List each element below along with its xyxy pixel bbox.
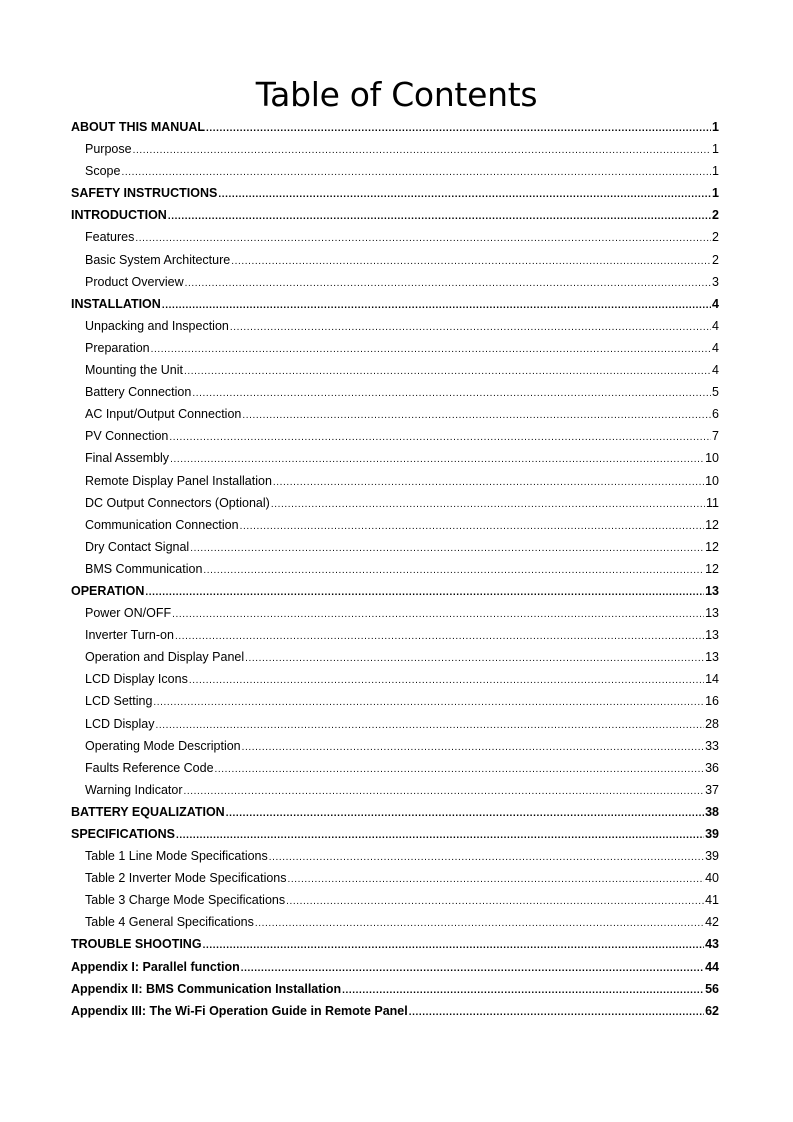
toc-entry-page-number: 2 xyxy=(712,208,719,223)
toc-entry-label: Battery Connection xyxy=(85,385,192,400)
toc-entry-page-number: 38 xyxy=(705,804,719,819)
toc-subsection-entry[interactable] xyxy=(71,668,719,690)
toc-entry-label: BMS Communication xyxy=(85,561,203,576)
toc-section-entry[interactable] xyxy=(71,580,719,602)
toc-section-entry[interactable] xyxy=(71,1000,719,1022)
toc-entry-page-number: 11 xyxy=(706,495,719,510)
dot-leader xyxy=(409,1002,704,1024)
toc-entry-label: LCD Setting xyxy=(85,694,153,709)
toc-subsection-entry[interactable] xyxy=(71,779,719,801)
dot-leader xyxy=(230,317,711,339)
toc-entry-page-number: 36 xyxy=(705,760,719,775)
toc-entry-page-number: 13 xyxy=(705,650,719,665)
toc-entry-label: SAFETY INSTRUCTIONS xyxy=(71,186,218,201)
dot-leader xyxy=(269,847,704,869)
toc-entry-page-number: 14 xyxy=(705,672,719,687)
toc-entry-label: INSTALLATION xyxy=(71,296,161,311)
dot-leader xyxy=(231,251,711,273)
toc-entry-page-number: 56 xyxy=(705,981,719,996)
toc-entry-label: Table 4 General Specifications xyxy=(85,915,254,930)
toc-entry-label: LCD Display xyxy=(85,716,155,731)
toc-section-entry[interactable] xyxy=(71,116,719,138)
dot-leader xyxy=(255,913,704,935)
dot-leader xyxy=(218,184,711,206)
toc-subsection-entry[interactable] xyxy=(71,558,719,580)
dot-leader xyxy=(162,295,711,317)
toc-section-entry[interactable] xyxy=(71,801,719,823)
toc-subsection-entry[interactable] xyxy=(71,624,719,646)
toc-entry-label: Appendix I: Parallel function xyxy=(71,959,240,974)
dot-leader xyxy=(190,538,704,560)
toc-entry-label: Features xyxy=(85,230,135,245)
toc-entry-label: LCD Display Icons xyxy=(85,672,188,687)
toc-subsection-entry[interactable] xyxy=(71,425,719,447)
dot-leader xyxy=(286,891,704,913)
toc-entry-page-number: 37 xyxy=(705,782,719,797)
toc-entry-page-number: 13 xyxy=(705,606,719,621)
toc-entry-label: Remote Display Panel Installation xyxy=(85,473,272,488)
toc-entry-label: Table 3 Charge Mode Specifications xyxy=(85,893,286,908)
toc-entry-page-number: 7 xyxy=(712,429,719,444)
toc-entry-page-number: 28 xyxy=(705,716,719,731)
toc-section-entry[interactable] xyxy=(71,823,719,845)
dot-leader xyxy=(153,692,704,714)
toc-entry-page-number: 16 xyxy=(705,694,719,709)
toc-entry-label: Product Overview xyxy=(85,274,184,289)
dot-leader xyxy=(240,516,705,538)
dot-leader xyxy=(184,781,705,803)
toc-entry-page-number: 5 xyxy=(712,385,719,400)
dot-leader xyxy=(121,162,711,184)
toc-entry-label: Inverter Turn-on xyxy=(85,628,174,643)
toc-subsection-entry[interactable] xyxy=(71,889,719,911)
table-of-contents xyxy=(71,116,719,1022)
toc-subsection-entry[interactable] xyxy=(71,646,719,668)
toc-entry-page-number: 2 xyxy=(712,230,719,245)
toc-entry-page-number: 33 xyxy=(705,738,719,753)
toc-subsection-entry[interactable] xyxy=(71,381,719,403)
dot-leader xyxy=(271,494,705,516)
toc-section-entry[interactable] xyxy=(71,182,719,204)
toc-entry-label: INTRODUCTION xyxy=(71,208,167,223)
dot-leader xyxy=(175,626,704,648)
toc-subsection-entry[interactable] xyxy=(71,249,719,271)
toc-entry-label: Table 1 Line Mode Specifications xyxy=(85,849,268,864)
toc-subsection-entry[interactable] xyxy=(71,514,719,536)
toc-entry-label: Faults Reference Code xyxy=(85,760,214,775)
toc-entry-label: Communication Connection xyxy=(85,517,239,532)
toc-subsection-entry[interactable] xyxy=(71,690,719,712)
toc-section-entry[interactable] xyxy=(71,204,719,226)
dot-leader xyxy=(145,582,704,604)
toc-entry-label: Unpacking and Inspection xyxy=(85,318,229,333)
dot-leader xyxy=(176,825,704,847)
toc-subsection-entry[interactable] xyxy=(71,845,719,867)
toc-entry-page-number: 44 xyxy=(705,959,719,974)
dot-leader xyxy=(206,118,711,140)
toc-subsection-entry[interactable] xyxy=(71,735,719,757)
toc-entry-page-number: 62 xyxy=(705,1003,719,1018)
toc-subsection-entry[interactable] xyxy=(71,713,719,735)
toc-entry-label: Warning Indicator xyxy=(85,782,183,797)
dot-leader xyxy=(184,361,711,383)
toc-entry-page-number: 41 xyxy=(705,893,719,908)
dot-leader xyxy=(155,715,704,737)
toc-section-entry[interactable] xyxy=(71,933,719,955)
toc-subsection-entry[interactable] xyxy=(71,226,719,248)
toc-entry-page-number: 40 xyxy=(705,871,719,886)
toc-entry-label: Basic System Architecture xyxy=(85,252,231,267)
toc-entry-page-number: 1 xyxy=(712,120,719,134)
toc-entry-label: ABOUT THIS MANUAL xyxy=(71,120,206,134)
toc-subsection-entry[interactable] xyxy=(71,337,719,359)
dot-leader xyxy=(342,980,704,1002)
toc-entry-label: Final Assembly xyxy=(85,451,170,466)
toc-entry-label: Appendix II: BMS Communication Installation xyxy=(71,981,342,996)
toc-entry-page-number: 4 xyxy=(712,318,719,333)
dot-leader xyxy=(242,737,704,759)
toc-subsection-entry[interactable] xyxy=(71,757,719,779)
toc-entry-page-number: 1 xyxy=(712,186,719,201)
toc-entry-page-number: 1 xyxy=(712,164,719,179)
dot-leader xyxy=(192,383,711,405)
toc-subsection-entry[interactable] xyxy=(71,138,719,160)
dot-leader xyxy=(172,604,704,626)
toc-subsection-entry[interactable] xyxy=(71,602,719,624)
dot-leader xyxy=(203,935,705,957)
dot-leader xyxy=(215,759,705,781)
toc-entry-page-number: 39 xyxy=(705,849,719,864)
toc-subsection-entry[interactable] xyxy=(71,492,719,514)
toc-entry-page-number: 3 xyxy=(712,274,719,289)
toc-entry-page-number: 43 xyxy=(705,937,719,952)
toc-entry-page-number: 10 xyxy=(705,451,719,466)
toc-entry-page-number: 42 xyxy=(705,915,719,930)
toc-entry-page-number: 6 xyxy=(712,407,719,422)
toc-entry-label: Purpose xyxy=(85,142,132,157)
toc-entry-label: Operation and Display Panel xyxy=(85,650,245,665)
toc-entry-label: BATTERY EQUALIZATION xyxy=(71,804,225,819)
toc-entry-label: Power ON/OFF xyxy=(85,606,172,621)
toc-entry-label: Operating Mode Description xyxy=(85,738,241,753)
dot-leader xyxy=(170,449,704,471)
toc-entry-label: Preparation xyxy=(85,340,150,355)
toc-entry-label: OPERATION xyxy=(71,583,145,598)
toc-entry-page-number: 4 xyxy=(712,340,719,355)
toc-subsection-entry[interactable] xyxy=(71,160,719,182)
dot-leader xyxy=(273,472,704,494)
dot-leader xyxy=(185,273,711,295)
toc-section-entry[interactable] xyxy=(71,956,719,978)
toc-entry-page-number: 12 xyxy=(705,517,719,532)
toc-section-entry[interactable] xyxy=(71,293,719,315)
toc-subsection-entry[interactable] xyxy=(71,403,719,425)
page-title: Table of Contents xyxy=(255,75,538,114)
toc-entry-page-number: 10 xyxy=(705,473,719,488)
dot-leader xyxy=(133,140,711,162)
dot-leader xyxy=(168,206,711,228)
toc-entry-label: Dry Contact Signal xyxy=(85,539,190,554)
toc-entry-page-number: 4 xyxy=(712,363,719,378)
toc-entry-page-number: 1 xyxy=(712,142,719,157)
toc-entry-label: Table 2 Inverter Mode Specifications xyxy=(85,871,287,886)
dot-leader xyxy=(203,560,704,582)
dot-leader xyxy=(189,670,704,692)
toc-entry-page-number: 4 xyxy=(712,296,719,311)
toc-entry-label: SPECIFICATIONS xyxy=(71,827,175,841)
toc-entry-page-number: 12 xyxy=(705,539,719,554)
toc-subsection-entry[interactable] xyxy=(71,315,719,337)
dot-leader xyxy=(135,228,711,250)
toc-subsection-entry[interactable] xyxy=(71,536,719,558)
dot-leader xyxy=(169,427,711,449)
toc-entry-page-number: 39 xyxy=(705,827,719,841)
toc-entry-label: Appendix III: The Wi-Fi Operation Guide in Remote Panel xyxy=(71,1003,408,1018)
toc-subsection-entry[interactable] xyxy=(71,911,719,933)
toc-entry-page-number: 13 xyxy=(705,583,719,598)
toc-entry-label: AC Input/Output Connection xyxy=(85,407,242,422)
dot-leader xyxy=(288,869,705,891)
toc-entry-label: PV Connection xyxy=(85,429,169,444)
toc-subsection-entry[interactable] xyxy=(71,271,719,293)
toc-entry-label: DC Output Connectors (Optional) xyxy=(85,495,270,510)
toc-entry-page-number: 2 xyxy=(712,252,719,267)
toc-entry-page-number: 12 xyxy=(705,561,719,576)
toc-subsection-entry[interactable] xyxy=(71,867,719,889)
dot-leader xyxy=(242,405,711,427)
toc-entry-label: TROUBLE SHOOTING xyxy=(71,937,202,952)
dot-leader xyxy=(226,803,704,825)
toc-section-entry[interactable] xyxy=(71,978,719,1000)
toc-entry-label: Mounting the Unit xyxy=(85,363,183,378)
toc-subsection-entry[interactable] xyxy=(71,359,719,381)
toc-entry-page-number: 13 xyxy=(705,628,719,643)
toc-subsection-entry[interactable] xyxy=(71,447,719,469)
toc-subsection-entry[interactable] xyxy=(71,470,719,492)
dot-leader xyxy=(151,339,711,361)
toc-entry-label: Scope xyxy=(85,164,121,179)
dot-leader xyxy=(241,958,704,980)
dot-leader xyxy=(245,648,704,670)
